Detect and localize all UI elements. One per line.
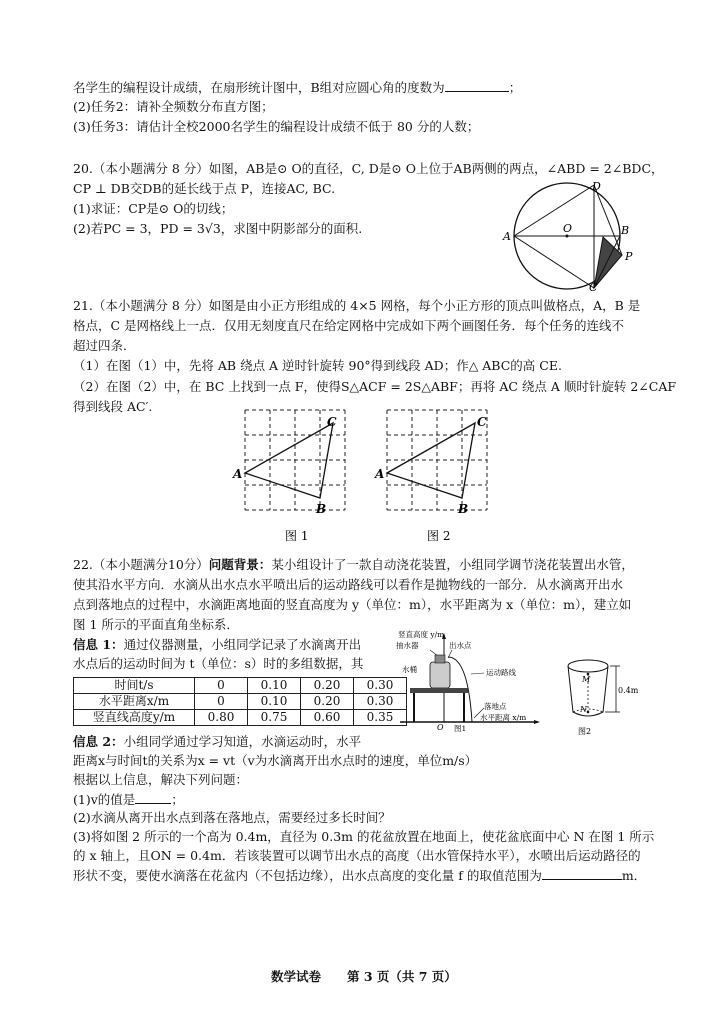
table-cell: 0.35 xyxy=(354,710,407,726)
part3-line3: 形状不变，要使水滴落在花盆内（不包括边缘），出水点高度的变化量 f 的取值范围为 m． xyxy=(73,868,647,883)
q22-line3: 点到落地点的过程中，水滴距离地面的竖直高度为 y（单位：m），水平距离为 x（单位：m），建立如 xyxy=(73,597,632,612)
q21-line3: 超过四条． xyxy=(73,338,136,353)
fig1-caption: 图 1 xyxy=(285,529,309,543)
grid-figure-2 xyxy=(370,403,500,553)
table-cell: 0.30 xyxy=(354,694,407,710)
fig2-caption: 图2 xyxy=(578,727,592,736)
pump-cap xyxy=(435,655,445,663)
origin-label: O xyxy=(437,723,444,732)
table-row xyxy=(74,694,407,710)
q20-line2: CP ⊥ DB交DB的延长线于点 P，连接AC, BC. xyxy=(73,181,336,196)
point-n xyxy=(587,711,590,714)
label-p: P xyxy=(625,250,633,263)
q19-line3: (3)任务3：请估计全校2000名学生的编程设计成绩不低于 80 分的人数； xyxy=(73,119,480,134)
table-cell: 0.20 xyxy=(301,678,354,694)
table-cell: 0.75 xyxy=(248,710,301,726)
fig1-caption: 图1 xyxy=(454,724,467,732)
bucket-label: 水桶 xyxy=(402,665,417,674)
segment-ac xyxy=(514,236,594,288)
footer-subject: 数学试卷 xyxy=(271,969,322,984)
label-m: M xyxy=(582,675,591,684)
landing-label: 落地点 xyxy=(484,702,507,711)
x-axis-arrow xyxy=(534,720,540,724)
table-cell: 0.10 xyxy=(248,678,301,694)
q19-line1: 名学生的编程设计成绩，在扇形统计图中，B组对应圆心角的度数为 ； xyxy=(73,80,522,95)
q20-line3: (1)求证：CP是⊙ O的切线； xyxy=(73,201,234,216)
table-cell: 0 xyxy=(195,694,248,710)
part3-line2: 的 x 轴上，且ON = 0.4m．若该装置可以调节出水点的高度（出水管保持水平），水喷出后运动路径的 xyxy=(73,848,641,863)
label-c-2: C xyxy=(477,415,487,429)
outlet-label: 出水点 xyxy=(449,641,472,650)
sprinkler-figure xyxy=(396,630,546,732)
y-axis-label: 竖直高度 y/m xyxy=(398,630,445,639)
info2-line2: 距离x与时间t的关系为x = vt（v为水滴离开出水点时的速度，单位m/s） xyxy=(73,753,478,768)
leader-line xyxy=(471,673,484,674)
info1-line1: 信息 1：通过仪器测量，小组同学记录了水滴离开出 xyxy=(73,637,362,652)
label-b: B xyxy=(621,224,630,237)
q22-line1: 22.（本小题满分10分）问题背景：某小组设计了一款自动浇花装置，小组同学调节浇花装置出水管， xyxy=(73,557,634,572)
answer-blank xyxy=(542,866,622,880)
grid-figure-1 xyxy=(228,403,358,553)
info2-line3: 根据以上信息，解决下列问题： xyxy=(73,772,249,787)
info2-line1: 信息 2：小组同学通过学习知道，水滴运动时，水平 xyxy=(73,734,362,749)
label-a-1: A xyxy=(233,467,243,481)
q20-line1: 20.（本小题满分 8 分）如图，AB是⊙ O的直径，C, D是⊙ O上位于AB两侧的两点，∠ABD = 2∠BDC， xyxy=(73,161,664,176)
table-cell: 0.20 xyxy=(301,694,354,710)
table-cell: 0 xyxy=(195,678,248,694)
water-bucket xyxy=(430,662,450,688)
label-b-2: B xyxy=(458,502,469,516)
table-cell: 0.60 xyxy=(301,710,354,726)
q20-line4: (2)若PC = 3，PD = 3√3，求图中阴影部分的面积. xyxy=(73,221,363,236)
part3-line1: (3)将如图 2 所示的一个高为 0.4m，直径为 0.3m 的花盆放置在地面上，使花盆底面中心 N 在图 1 所示 xyxy=(73,829,655,844)
pot-rim xyxy=(568,660,608,672)
part2: (2)水滴从离开出水点到落在落地点，需要经过多长时间？ xyxy=(73,810,391,825)
label-a-2: A xyxy=(375,467,385,481)
answer-blank xyxy=(135,790,171,804)
q21-line5: （2）在图（2）中，在 BC 上找到一点 F，使得S△ACF = 2S△ABF；再将 AC 绕点 A 顺时针旋转 2∠CAF xyxy=(73,379,677,394)
label-o: O xyxy=(563,222,573,235)
footer-page: 第 3 页（共 7 页） xyxy=(347,969,457,984)
table-cell: 0.10 xyxy=(248,694,301,710)
label-d: D xyxy=(592,180,601,193)
table-row xyxy=(74,678,407,694)
answer-blank xyxy=(445,78,509,92)
label-b-1: B xyxy=(316,502,327,516)
circle-figure xyxy=(500,180,650,292)
segment-ad xyxy=(514,185,594,236)
info1-line2: 水点后的运动时间为 t（单位：s）时的多组数据，其 xyxy=(73,656,364,671)
x-axis-label: 水平距离 x/m xyxy=(480,713,527,722)
table-row xyxy=(74,710,407,726)
q21-line2: 格点，C 是网格线上一点．仅用无刻度直尺在给定网格中完成如下两个画图任务．每个任务的连线不 xyxy=(73,318,625,333)
path-label: 运动路线 xyxy=(486,668,516,677)
flowerpot-figure xyxy=(560,650,640,740)
q19-line2: (2)任务2：请补全频数分布直方图； xyxy=(73,99,274,114)
data-table xyxy=(73,677,407,726)
part1: (1)v的值是 ； xyxy=(73,792,184,807)
table-cell: 0.80 xyxy=(195,710,248,726)
q21-line6: 得到线段 AC′. xyxy=(73,399,153,414)
table-row-head: 水平距离x/m xyxy=(74,694,195,710)
q22-line4: 图 1 所示的平面直角坐标系． xyxy=(73,617,239,632)
height-label: 0.4m xyxy=(618,686,639,695)
label-a: A xyxy=(503,230,511,243)
label-n: N xyxy=(580,705,587,714)
table-cell: 0.30 xyxy=(354,678,407,694)
label-c: C xyxy=(589,281,598,292)
pump-label: 抽水器 xyxy=(396,641,419,650)
q21-line4: （1）在图（1）中，先将 AB 绕点 A 逆时针旋转 90°得到线段 AD；作△ ABC的高 CE. xyxy=(73,358,562,373)
label-c-1: C xyxy=(327,415,337,429)
table-row-head: 时间t/s xyxy=(74,678,195,694)
q22-line2: 使其沿水平方向．水滴从出水点水平喷出后的运动路线可以看作是抛物线的一部分．从水滴离开出水 xyxy=(73,577,624,592)
table-top xyxy=(410,688,468,693)
table-row-head: 竖直线高度y/m xyxy=(74,710,195,726)
fig2-caption: 图 2 xyxy=(427,529,451,543)
q21-line1: 21.（本小题满分 8 分）如图是由小正方形组成的 4×5 网格，每个小正方形的顶点叫做格点，A，B 是 xyxy=(73,298,641,313)
